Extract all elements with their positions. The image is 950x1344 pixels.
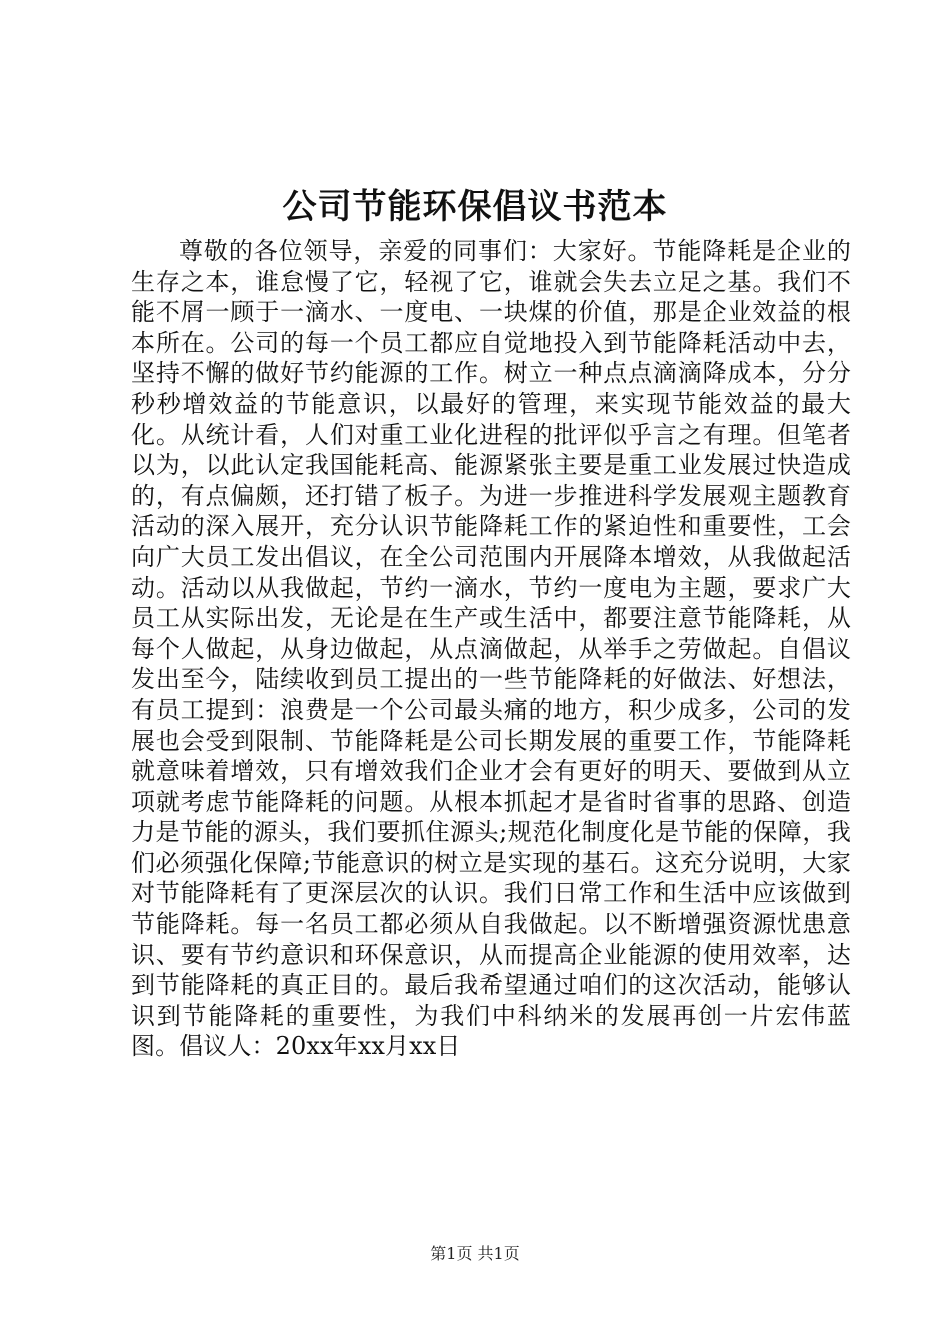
page-number: 第1页 共1页 [430, 1244, 520, 1263]
document-body: 尊敬的各位领导，亲爱的同事们：大家好。节能降耗是企业的生存之本，谁怠慢了它，轻视了它，谁就会失去立足之基。我们不能不屑一顾于一滴水、一度电、一块煤的价值，那是企业效益的根本所在。公司的每一个员工都应自觉地投入到节能降耗活动中去，坚持不懈的做好节约能源的工作。树立一种点点滴滴降成本，分分秒秒增效益的节能意识，以最好的管理，来实现节能效益的最大化。从统计看，人们对重工业化进程的批评似乎言之有理。但笔者以为，以此认定我国能耗高、能源紧张主要是重工业发展过快造成的，有点偏颇，还打错了板子。为进一步推进科学发展观主题教育活动的深入展开，充分认识节能降耗工作的紧迫性和重要性，工会向广大员工发出倡议，在全公司范围内开展降本增效，从我做起活动。活动以从我做起，节约一滴水，节约一度电为主题，要求广大员工从实际出发，无论是在生产或生活中，都要注意节能降耗，从每个人做起，从身边做起，从点滴做起，从举手之劳做起。自倡议发出至今，陆续收到员工提出的一些节能降耗的好做法、好想法，有员工提到：浪费是一个公司最头痛的地方，积少成多，公司的发展也会受到限制、节能降耗是公司长期发展的重要工作，节能降耗就意味着增效，只有增效我们企业才会有更好的明天、要做到从立项就考虑节能降耗的问题。从根本抓起才是省时省事的思路、创造力是节能的源头，我们要抓住源头;规范化制度化是节能的保障，我们必须强化保障;节能意识的树立是实现的基石。这充分说明，大家对节能降耗有了更深层次的认识。我们日常工作和生活中应该做到节能降耗。每一名员工都必须从自我做起。以不断增强资源忧患意识、要有节约意识和环保意识，从而提高企业能源的使用效率，达到节能降耗的真正目的。最后我希望通过咱们的这次活动，能够认识到节能降耗的重要性，为我们中科纳米的发展再创一片宏伟蓝图。倡议人：20xx年xx月xx日 [131, 237, 851, 1061]
document-title: 公司节能环保倡议书范本 [282, 187, 668, 227]
